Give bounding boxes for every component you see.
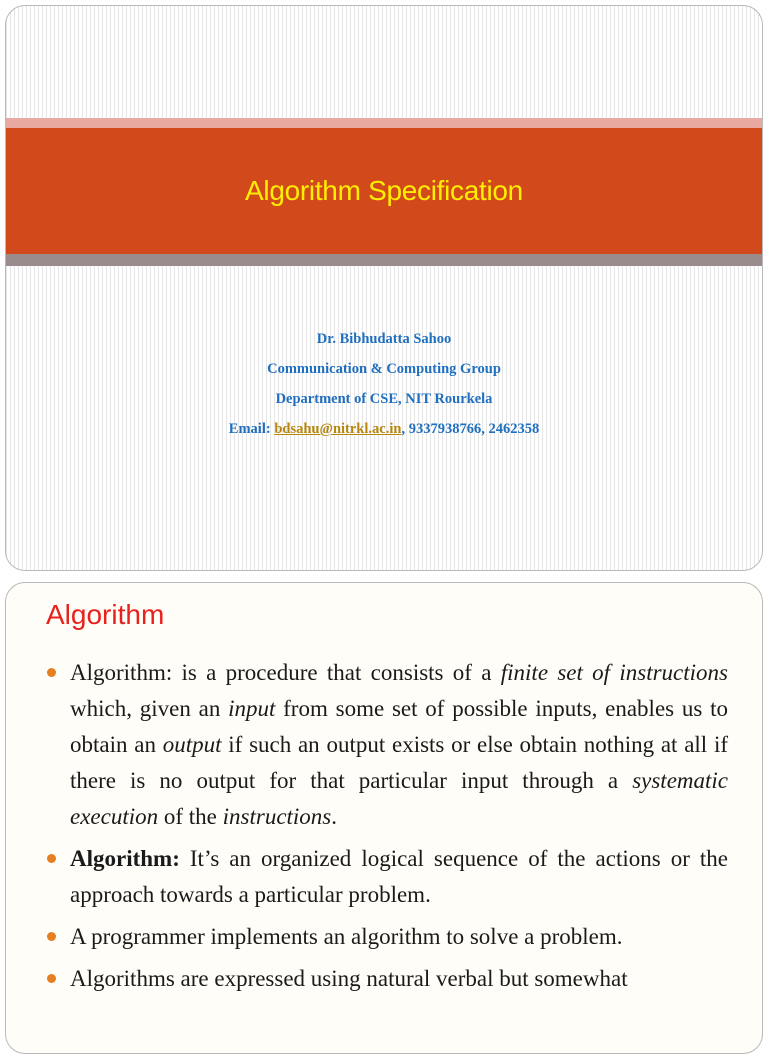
bullet-emphasis: systematic execution	[70, 768, 728, 829]
bullet-item	[38, 655, 728, 835]
author-group: Communication & Computing Group	[267, 361, 501, 377]
title-band-underline	[6, 254, 762, 266]
author-name: Dr. Bibhudatta Sahoo	[316, 331, 452, 347]
bullet-emphasis: finite set of instructions	[500, 660, 728, 685]
bullet-dot-icon	[47, 668, 56, 677]
bullet-emphasis: output	[162, 732, 222, 757]
bullet-text: from some set of possible inputs, enables us to obtain an	[70, 696, 728, 757]
bullet-text: Algorithms are expressed using natural verbal but somewhat	[70, 966, 628, 991]
bullet-text: Algorithm: is a procedure that consists of a	[70, 660, 501, 685]
bullet-item	[38, 961, 728, 997]
bullet-item	[38, 841, 728, 913]
bullet-emphasis: input	[228, 696, 276, 721]
bullet-list	[38, 655, 728, 1003]
bullet-dot-icon	[47, 974, 56, 983]
bullet-dot-icon	[47, 932, 56, 941]
title-band	[6, 128, 762, 254]
email-label: Email:	[228, 421, 275, 437]
bullet-text: of the	[158, 804, 223, 829]
bullet-dot-icon	[47, 854, 56, 863]
slide-heading: Algorithm	[46, 599, 165, 630]
author-contact	[6, 414, 762, 444]
email-link[interactable]: bdsahu@nitrkl.ac.in	[274, 421, 402, 437]
bullet-item	[38, 919, 728, 955]
bullet-bold: Algorithm:	[70, 846, 180, 871]
bullet-text: which, given an	[70, 696, 229, 721]
bullet-text: if such an output exists or else obtain nothing at all if there is no output for that particular input through a	[70, 732, 728, 793]
bullet-text: A programmer implements an algorithm to solve a problem.	[70, 924, 623, 949]
bullet-emphasis: instructions	[222, 804, 332, 829]
content-slide	[5, 582, 763, 1054]
author-department: Department of CSE, NIT Rourkela	[275, 391, 493, 407]
bullet-text: It’s an organized logical sequence of the actions or the approach towards a particular problem.	[70, 846, 728, 907]
author-block	[6, 324, 762, 444]
slide-title: Algorithm Specification	[245, 175, 523, 206]
title-slide	[5, 5, 763, 571]
bullet-text: .	[331, 804, 338, 829]
title-band-accent	[6, 118, 762, 128]
phone-numbers: , 9337938766, 2462358	[401, 421, 540, 437]
